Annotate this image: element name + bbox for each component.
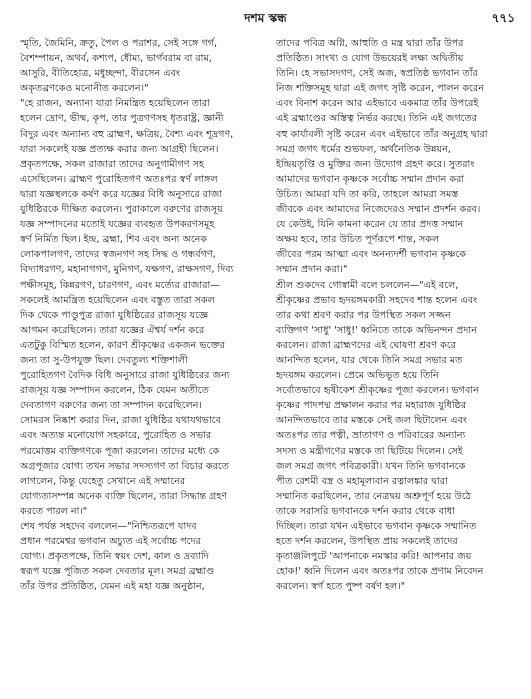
text-line: কৃষ্ণের পাদপদ্ম প্রক্ষালন করার পর মহারাজ যুধিষ্ঠির: [276, 400, 467, 412]
text-line: আনন্দিত হলেন, যার থেকে তিনি সমগ্র সভার মত: [276, 354, 463, 366]
text-line: এবং বিনাশ করেন আর এইভাবে একমাত্র তাঁর উপরেই: [276, 98, 479, 110]
running-title: দশম স্কন্ধ: [244, 11, 287, 25]
text-line: ব্যক্তিগণ 'সাধু' 'সাধু!' ধ্বনিতে তাকে অভিনন্দন প্রদান: [276, 324, 477, 336]
text-line: দিচ্ছিল। তারা যখন এইভাবে ভগবান কৃষ্ণকে সম্মানিত: [276, 521, 477, 532]
text-line: আসুরি, বীতিহোত্র, মধুচ্ছন্দা, বীরসেন এবং: [20, 68, 180, 80]
text-line: জল সমগ্র জগৎ পবিত্রকারী। যখন তিনি ভগবানকে: [276, 460, 466, 472]
left-text-column: [20, 36, 260, 688]
text-line: লোকপালগণ, তাদের স্বজনগণ সহ সিদ্ধ ও গন্ধর্বগণ,: [20, 249, 216, 261]
text-line: বিদুর এবং অন্যান্য বহু ব্রাহ্মণ, ক্ষত্রিয়, বৈশ্য এবং শূদ্রগণ,: [20, 128, 234, 140]
text-line: যোগ্যতাসম্পন্ন অনেক ব্যক্তি ছিলেন, তারা সিদ্ধান্ত গ্রহণ: [20, 490, 228, 502]
text-line: করলেন। স্বর্গ হতে পুষ্প বর্ষণ হল।": [276, 581, 406, 593]
text-line: যোগ্য। প্রকৃতপক্ষে, তিনি স্বয়ং দেশ, কাল ও দ্রব্যাদি: [20, 551, 209, 563]
page-header: [0, 10, 531, 32]
text-line: সম্মান প্রদান করা।": [276, 264, 348, 276]
text-line: জীবের পরম আত্মা এবং অনন্যদর্শী ভগবান কৃষ্ণকে: [276, 249, 467, 261]
text-line: পীত রেশমী বস্ত্র ও মহামূল্যবান রত্নালঙ্কার দ্বারা: [276, 475, 448, 487]
text-line: পরমোত্তম ব্যক্তিগণকে পূজা করলেন। তাদের মধ্যে কে: [20, 445, 220, 457]
text-line: এসেছিলেন। ব্রাহ্মণ পুরোহিতগণ অতঃপর স্বর্ণ লাঙ্গল: [20, 173, 218, 185]
text-line: তাকে সরাসরি ভগবানকে দর্শন করার থেকে বাধা: [276, 505, 455, 517]
text-line: দ্বারা যজ্ঞস্থলকে কর্ষণ করে যজ্ঞের বিধি অনুসারে রাজা: [20, 188, 223, 200]
text-line: "হে রাজন, অন্যান্য যারা নিমন্ত্রিত হয়েছিলেন তারা: [20, 98, 210, 110]
text-line: জীবকে এবং আমাদের নিজেদেরও সম্মান প্রদর্শন করব।: [276, 204, 481, 216]
text-line: শেষ পর্যন্ত সহদেব বললেন—"নিশ্চিতরূপে যাদব: [20, 521, 197, 532]
text-line: তার কথা শ্রবণ করার পর উপস্থিত সকল সজ্জন: [276, 309, 451, 321]
text-line: যজ্ঞ সম্পাদনের মতোই যজ্ঞের ব্যবহৃত উপকরণসমূহ: [20, 219, 215, 231]
text-line: পুরোহিতগণ বৈদিক বিধি অনুসারে রাজা যুধিষ্ঠিরের জন্য: [20, 370, 230, 382]
text-line: সমগ্র জগৎ ধর্মের শুভফল, অর্থনৈতিক উন্নয়ন,: [276, 143, 451, 155]
text-line: এতটুকু বিস্মিত হলেন, কারণ শ্রীকৃষ্ণের একজন ভক্তের: [20, 339, 225, 351]
text-line: বিদ্যাধরগণ, মহানাগগণ, মুনিগণ, যক্ষগণ, রাক্ষসগণ, দিব্য: [20, 264, 234, 276]
text-line: রাজসূয় যজ্ঞ সম্পাদন করলেন, ঠিক যেমন অতীতে: [20, 385, 209, 397]
text-line: স্বরূপ যজ্ঞে পূজিত সকল দেবতার মূল। সমগ্র ব্রহ্মাণ্ড: [20, 566, 215, 578]
text-line: জন্য তা সু-উপযুক্ত ছিল। দেবতুল্য শক্তিশালী: [20, 354, 188, 366]
text-line: এবং অত্যন্ত মনোযোগ সহকারে, পুরোহিত ও সভার: [20, 430, 212, 442]
text-line: সকলেই আমন্ত্রিত হয়েছিলেন এবং বস্তুত তারা সকল: [20, 294, 215, 306]
text-line: অক্ষয় হবে, তার উচিত পূর্ণরূপে শান্ত, সকল: [276, 234, 440, 246]
text-line: অগ্রপূজার যোগ্য তখন সভার সদস্যগণ তা বিচার করতে: [20, 460, 229, 472]
text-line: হৃদয়ঙ্গম করলেন। প্রেমে অভিভূত হয়ে তিনি: [276, 370, 439, 382]
page-number: ৭৭১: [491, 11, 515, 25]
text-line: স্বর্ণ নির্মিত ছিল। ইন্দ্র, ব্রহ্মা, শিব এবং অন্য অনেক: [20, 234, 208, 246]
text-line: লাগলেন, কিন্তু যেহেতু সেখানে এই সম্মানের: [20, 475, 186, 487]
text-line: বহু কার্যাবলী সৃষ্টি করেন এবং এইভাবে তাঁর অনুগ্রহ দ্বারা: [276, 128, 488, 140]
text-line: বৈশম্পায়ন, অথর্ব, কশ্যপ, ধৌম্য, ভার্গবরাম বা রাম,: [20, 53, 212, 65]
text-line: সোমরস নিষ্কাশ করার দিন, রাজা যুধিষ্ঠির যথাযথভাবে: [20, 415, 221, 427]
text-line: যারা সকলেই যজ্ঞ প্রত্যক্ষ করার জন্য আগ্রহী ছিলেন।: [20, 143, 219, 155]
text-line: দিক থেকে পাণ্ডুপুত্র রাজা যুধিষ্ঠিরের রাজসূয় যজ্ঞে: [20, 309, 209, 321]
text-line: প্রধান পরমেশ্বর ভগবান অচ্যুত এই সর্বোচ্চ পদের: [20, 536, 201, 548]
text-line: যে কেউই, যিনি কামনা করেন যে তার প্রদত্ত সম্মান: [276, 219, 464, 231]
right-text-column: [276, 36, 516, 688]
text-line: স্মৃতি, জৈমিনি, ক্রতু, পৈল ও পরাশর, সেই সঙ্গে গর্গ,: [20, 38, 217, 49]
text-line: নিজ শক্তিসমূহ দ্বারা এই জগৎ সৃষ্টি করেন, পালন করেন: [276, 83, 484, 95]
text-line: হোক!' ধ্বনি দিলেন এবং অতঃপর তাকে প্রণাম নিবেদন: [276, 566, 484, 578]
text-line: প্রতিষ্ঠিত। সাংখ্য ও যোগ উভয়েরই লক্ষ্য অদ্বিতীয়: [276, 53, 464, 65]
text-line: হলেন দ্রোণ, ভীষ্ম, কৃপ, তার পুত্রগণসহ ধৃতরাষ্ট্র, জ্ঞানী: [20, 113, 224, 125]
text-line: কৃতাঞ্জলিপুটে 'আপনাকে নমস্কার করি! আপনার জয়: [276, 551, 472, 563]
text-line: অতঃপর তার পত্নী, ভ্রাতাগণ ও পরিবারের অন্যান্য: [276, 430, 466, 442]
text-line: আগমন করেছিলেন। তারা যজ্ঞের ঐশ্বর্য দর্শন করে: [20, 324, 205, 336]
text-line: পক্ষীসমূহ, কিন্নরগণ, চারণগণ, এবং মর্ত্যের রাজারা—: [20, 279, 220, 291]
text-line: এই ব্রহ্মাণ্ডের অস্তিত্ব নির্ভর করছে। তিনি এই জগতের: [276, 113, 477, 125]
text-line: তাদের পবিত্র অগ্নি, আহুতি ও মন্ত্র দ্বারা তাঁর উপর: [276, 38, 464, 49]
text-line: আনন্দিতভাবে তার মস্তকে সেই জল ছিটালেন এবং: [276, 415, 468, 427]
text-line: অকৃতব্রণকেও মনোনীত করলেন।": [20, 83, 149, 95]
text-line: শ্রীকৃষ্ণের প্রভাব হৃদয়ঙ্গমকারী সহদেব শান্ত হলেন এবং: [276, 294, 478, 306]
text-line: আমাদের ভগবান কৃষ্ণকে সর্বোচ্চ সম্মান প্রদান করা: [276, 173, 465, 185]
text-line: উচিত। আমরা যদি তা করি, তাহলে আমরা সমস্ত: [276, 188, 459, 200]
text-line: সদস্য ও মন্ত্রীগণের মস্তকে তা ছিটিয়ে দিলেন। সেই: [276, 445, 463, 457]
text-line: দেবতাগণ বরুণের জন্য তা সম্পাদন করেছিলেন।: [20, 400, 202, 412]
text-line: প্রকৃতপক্ষে, সকল রাজারা তাদের অনুগামীগণ সহ: [20, 158, 204, 170]
text-line: যুধিষ্ঠিরকে দীক্ষিত করলেন। পুরাকালে বরুণের রাজসূয়: [20, 204, 223, 216]
text-line: তিনি। হে সভাসদগণ, সেই অজ, স্বপ্রতিষ্ঠ ভগবান তাঁর: [276, 68, 478, 80]
text-line: করলেন। রাজা ব্রাহ্মণদের এই ঘোষণা শ্রবণ করে: [276, 339, 456, 351]
text-line: করতে পারল না।": [20, 505, 88, 517]
text-line: সর্বোতভাবে হৃষীকেশ শ্রীকৃষ্ণের পূজা করলেন। ভগবান: [276, 385, 479, 397]
text-line: ইন্দ্রিয়তৃপ্তি ও মুক্তির জন্য উদ্যোগ গ্রহণ করে। সুতরাং: [276, 158, 475, 170]
text-line: শ্রীল শুকদেব গোস্বামী বলে চললেন—"এই বলে,: [276, 279, 459, 291]
text-line: হতে দর্শন করলেন, উপস্থিত প্রায় সকলেই তাদের: [276, 536, 458, 548]
text-line: সম্মানিত করছিলেন, তার নেত্রদ্বয় অশ্রুপূর্ণ হয়ে উঠে: [276, 490, 471, 502]
text-line: তাঁর উপর প্রতিষ্ঠিত, যেমন এই মহা যজ্ঞ অনুষ্ঠান,: [20, 581, 205, 593]
